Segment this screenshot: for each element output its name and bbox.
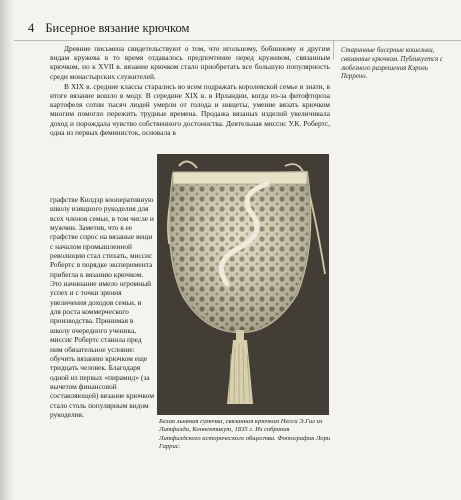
- photo-caption: Белая льняная сумочка, связанная крючком Несси Э.Гил из Литфилда, Коннектикут, 1835 г. Из собрания Литфилдского исторического общества. Фотография Лори Гаррис.: [159, 418, 331, 451]
- paragraph: Древние письмена свидетельствуют о том, что игольному, бобинному и другим видам кружева в то время отдавалось предпочтение перед кружевом, связанным крючком, но к XVII в. вязание крючком стало приобретать все большую популярность среди монастырских служителей.: [50, 44, 330, 81]
- page-number: 4: [28, 21, 35, 35]
- wrapped-text-column: [50, 195, 154, 419]
- header-column-divider: [333, 40, 334, 60]
- paragraph: В XIX в. средние классы старались во всем подражать королевской семье и знати, в итоге вязание вошло в моду. В середине XIX в. в Ирландии, когда из-за фитофтороза картофеля сотни тысяч людей умерли от голода и нищеты, умение вязать крючком многим помогло пережить трудные времена. Продажа вязаных изделий увеличивала доход и порождала чувство собственного достоинства. Деятельная миссис У.К. Робертс, одна из первых феминисток, основала в: [50, 81, 330, 137]
- paragraph: графстве Килдэр кооперативную школу изящного рукоделия для всех членов семьи, в том числе и мужчин. Заметив, что в ее графстве спрос на вязаные вещи с началом промышленной революции стал стихать, миссис Робертс в порядке эксперимента прибегла к вязанию крючком. Это начинание имело огромный успех и с точки зрения увеличения доходов семьи, и для роста коммерческого производства. Принимая в школу очередного ученика, миссис Робертс ставила пред ним обязательное условие: обучить вязанию крючком еще тридцать человек. Благодаря одной из первых «пирамид» (за вычетом финансовой составляющей) вязание крючком стало столь популярным видом рукоделия.: [50, 195, 154, 419]
- page-gutter-shadow: [0, 0, 14, 500]
- main-text: [50, 44, 330, 137]
- margin-note: Старинные бисерные кошельки, связанные крючком. Публикуется с любезного разрешения Кэроль Перрено.: [341, 47, 443, 81]
- bag-illustration: [157, 154, 329, 415]
- page-header: [28, 19, 328, 37]
- crochet-bag-photo: [157, 154, 329, 415]
- chapter-title: Бисерное вязание крючком: [45, 21, 190, 35]
- header-rule: [14, 40, 461, 41]
